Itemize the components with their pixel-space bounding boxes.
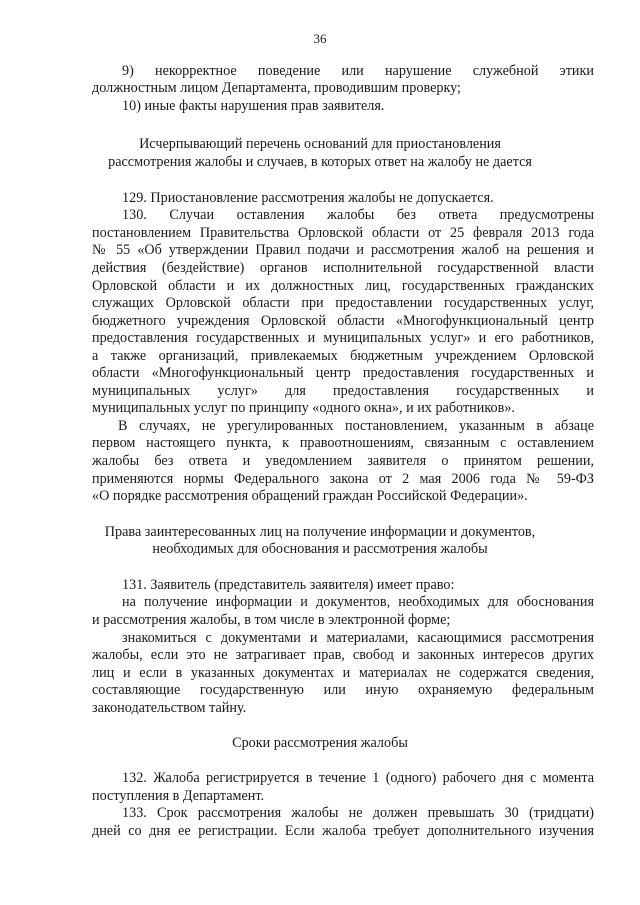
text-line: 130. Случаи оставления жалобы без ответа предусмотрены <box>122 207 594 223</box>
section-heading: рассмотрения жалобы и случаев, в которых ответ на жалобу не дается <box>108 154 532 170</box>
text-line: поступления в Департамент. <box>92 788 265 804</box>
text-line: 131. Заявитель (представитель заявителя) имеет право: <box>122 577 455 593</box>
text-line: действия (бездействие) органов исполнительной государственной власти <box>92 260 594 276</box>
text-line: лиц и если в указанных документах и материалах не содержатся сведения, <box>92 665 594 681</box>
text-line: знакомиться с документами и материалами, касающимися рассмотрения <box>122 630 594 646</box>
text-line: 133. Срок рассмотрения жалобы не должен превышать 30 (тридцати) <box>122 805 594 821</box>
section-heading: Права заинтересованных лиц на получение информации и документов, <box>104 524 536 540</box>
section-heading: необходимых для обоснования и рассмотрения жалобы <box>152 541 488 557</box>
text-line: муниципальных услуг по принципу «одного окна», и их работников». <box>92 400 515 416</box>
section-heading: Исчерпывающий перечень оснований для приостановления <box>139 136 501 152</box>
text-line: составляющие государственную или иную охраняемую федеральным <box>92 682 594 698</box>
text-line: 132. Жалоба регистрируется в течение 1 (одного) рабочего дня с момента <box>122 770 594 786</box>
text-line: муниципальных услуг» для предоставления государственных и <box>92 383 594 399</box>
text-line: № 55 «Об утверждении Правил подачи и рассмотрения жалоб на решения и <box>92 242 594 258</box>
text-line: первом настоящего пункта, к правоотношениям, связанным с оставлением <box>92 435 594 451</box>
page-number: 36 <box>313 31 327 46</box>
text-line: жалобы, если это не затрагивает прав, свобод и законных интересов других <box>92 647 594 663</box>
text-line: а также организаций, привлекаемых бюджетным учреждением Орловской <box>92 348 594 364</box>
text-line: области «Многофункциональный центр предоставления государственных и <box>92 365 594 381</box>
text-line: должностным лицом Департамента, проводившим проверку; <box>92 80 461 96</box>
text-line: постановлением Правительства Орловской области от 25 февраля 2013 года <box>92 225 594 241</box>
section-heading: Сроки рассмотрения жалобы <box>232 735 408 751</box>
text-line: 9) некорректное поведение или нарушение служебной этики <box>122 63 594 79</box>
text-line: и рассмотрения жалобы, в том числе в электронной форме; <box>92 612 451 628</box>
text-line: 129. Приостановление рассмотрения жалобы не допускается. <box>122 190 494 206</box>
text-line: В случаях, не урегулированных постановлением, указанным в абзаце <box>118 418 594 434</box>
text-line: Орловской области и их должностных лиц, государственных гражданских <box>92 278 594 294</box>
text-line: применяются нормы Федерального закона от 2 мая 2006 года № 59-ФЗ <box>92 471 594 487</box>
text-line: 10) иные факты нарушения прав заявителя. <box>122 98 385 114</box>
text-line: законодательством тайну. <box>92 700 247 716</box>
text-line: дней со дня ее регистрации. Если жалоба требует дополнительного изучения <box>92 823 594 839</box>
text-line: «О порядке рассмотрения обращений граждан Российской Федерации». <box>92 488 528 504</box>
text-line: предоставления государственных и муниципальных услуг» и его работников, <box>92 330 594 346</box>
text-line: жалобы без ответа и уведомлением заявителя о принятом решении, <box>92 453 594 469</box>
text-line: служащих Орловской области при предоставлении государственных услуг, <box>92 295 594 311</box>
text-line: бюджетного учреждения Орловской области «Многофункциональный центр <box>92 313 594 329</box>
text-line: на получение информации и документов, необходимых для обоснования <box>122 594 594 610</box>
